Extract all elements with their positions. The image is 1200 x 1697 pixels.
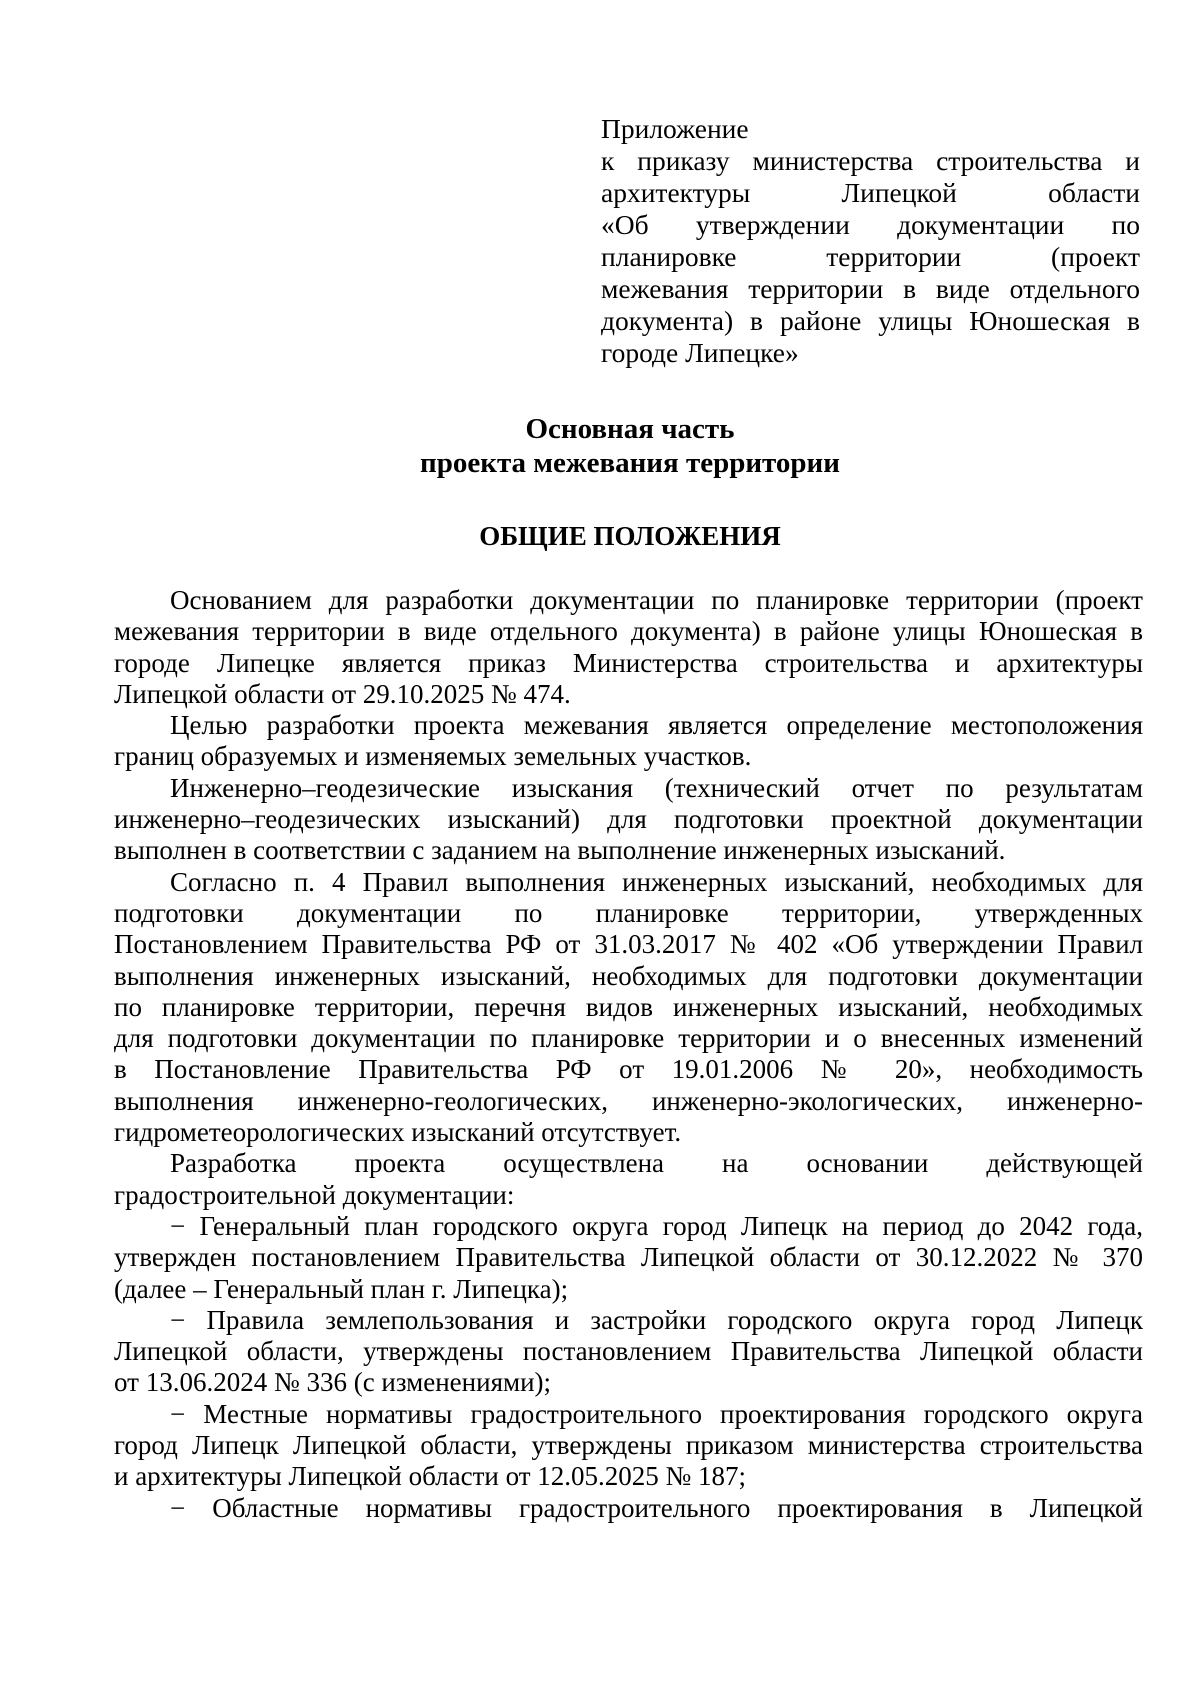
text-line: от 13.06.2024 № 336 (с изменениями); xyxy=(114,1367,552,1398)
text-line: границ образуемых и изменяемых земельных участков. xyxy=(114,741,752,772)
paragraph xyxy=(114,585,1143,710)
appendix-line: межевания территории в виде отдельного xyxy=(601,273,1140,304)
appendix-line: «Об утверждении документации по xyxy=(601,209,1140,240)
list-item xyxy=(114,1211,1143,1305)
text-line: Основанием для разработки документации по планировке территории (проект xyxy=(170,585,1143,615)
text-line: утвержден постановлением Правительства Липецкой области от 30.12.2022 № 370 xyxy=(114,1242,1143,1273)
appendix-line: к приказу министерства строительства и xyxy=(601,145,1140,176)
text-line: Целью разработки проекта межевания является определение местоположения xyxy=(170,710,1143,741)
text-line: для подготовки документации по планировке территории и о внесенных изменений xyxy=(114,1023,1143,1054)
text-line: выполнен в соответствии с заданием на выполнение инженерных изысканий. xyxy=(114,835,1006,866)
appendix-header xyxy=(601,113,1140,369)
text-line: − Областные нормативы градостроительного проектирования в Липецкой xyxy=(170,1492,1143,1523)
appendix-line: городе Липецке» xyxy=(601,337,799,368)
document-title-line: Основная часть xyxy=(525,413,735,445)
text-line: Инженерно–геодезические изыскания (технический отчет по результатам xyxy=(170,772,1143,803)
appendix-line: Приложение xyxy=(601,113,749,144)
text-line: город Липецк Липецкой области, утверждены приказом министерства строительства xyxy=(114,1430,1143,1461)
section-heading: ОБЩИЕ ПОЛОЖЕНИЯ xyxy=(479,521,781,551)
text-line: Постановлением Правительства РФ от 31.03.2017 № 402 «Об утверждении Правил xyxy=(114,929,1143,960)
list-item xyxy=(114,1493,1143,1524)
document-body xyxy=(114,585,1143,1524)
text-line: в Постановление Правительства РФ от 19.01.2006 № 20», необходимость xyxy=(114,1054,1143,1085)
text-line: − Генеральный план городского округа город Липецк на период до 2042 года, xyxy=(170,1210,1143,1241)
text-line: градостроительной документации: xyxy=(114,1179,515,1210)
text-line: выполнения инженерных изысканий, необходимых для подготовки документации xyxy=(114,960,1143,991)
text-line: инженерно–геодезических изысканий) для подготовки проектной документации xyxy=(114,804,1143,835)
text-line: (далее – Генеральный план г. Липецка); xyxy=(114,1273,569,1304)
appendix-line: документа) в районе улицы Юношеская в xyxy=(601,305,1140,336)
text-line: подготовки документации по планировке территории, утвержденных xyxy=(114,897,1143,928)
document-title xyxy=(0,412,1200,480)
paragraph xyxy=(114,867,1143,1149)
text-line: Липецкой области, утверждены постановлением Правительства Липецкой области xyxy=(114,1336,1143,1367)
paragraph xyxy=(114,773,1143,867)
text-line: выполнения инженерно-геологических, инженерно-экологических, инженерно- xyxy=(114,1085,1143,1116)
text-line: и архитектуры Липецкой области от 12.05.2025 № 187; xyxy=(114,1461,747,1492)
text-line: Липецкой области от 29.10.2025 № 474. xyxy=(114,678,571,709)
text-line: по планировке территории, перечня видов инженерных изысканий, необходимых xyxy=(114,991,1143,1022)
document-title-line: проекта межевания территории xyxy=(420,447,840,479)
appendix-line: архитектуры Липецкой области xyxy=(601,177,1140,208)
text-line: гидрометеорологических изысканий отсутствует. xyxy=(114,1117,682,1148)
paragraph xyxy=(114,1148,1143,1211)
list-item xyxy=(114,1399,1143,1493)
text-line: Разработка проекта осуществлена на основании действующей xyxy=(170,1148,1143,1179)
paragraph xyxy=(114,710,1143,773)
text-line: − Правила землепользования и застройки городского округа город Липецк xyxy=(170,1304,1143,1335)
list-item xyxy=(114,1305,1143,1399)
text-line: городе Липецке является приказ Министерства строительства и архитектуры xyxy=(114,647,1143,678)
appendix-line: планировке территории (проект xyxy=(601,241,1140,272)
text-line: − Местные нормативы градостроительного проектирования городского округа xyxy=(170,1398,1143,1429)
text-line: Согласно п. 4 Правил выполнения инженерных изысканий, необходимых для xyxy=(170,866,1143,897)
text-line: межевания территории в виде отдельного документа) в районе улицы Юношеская в xyxy=(114,616,1143,647)
